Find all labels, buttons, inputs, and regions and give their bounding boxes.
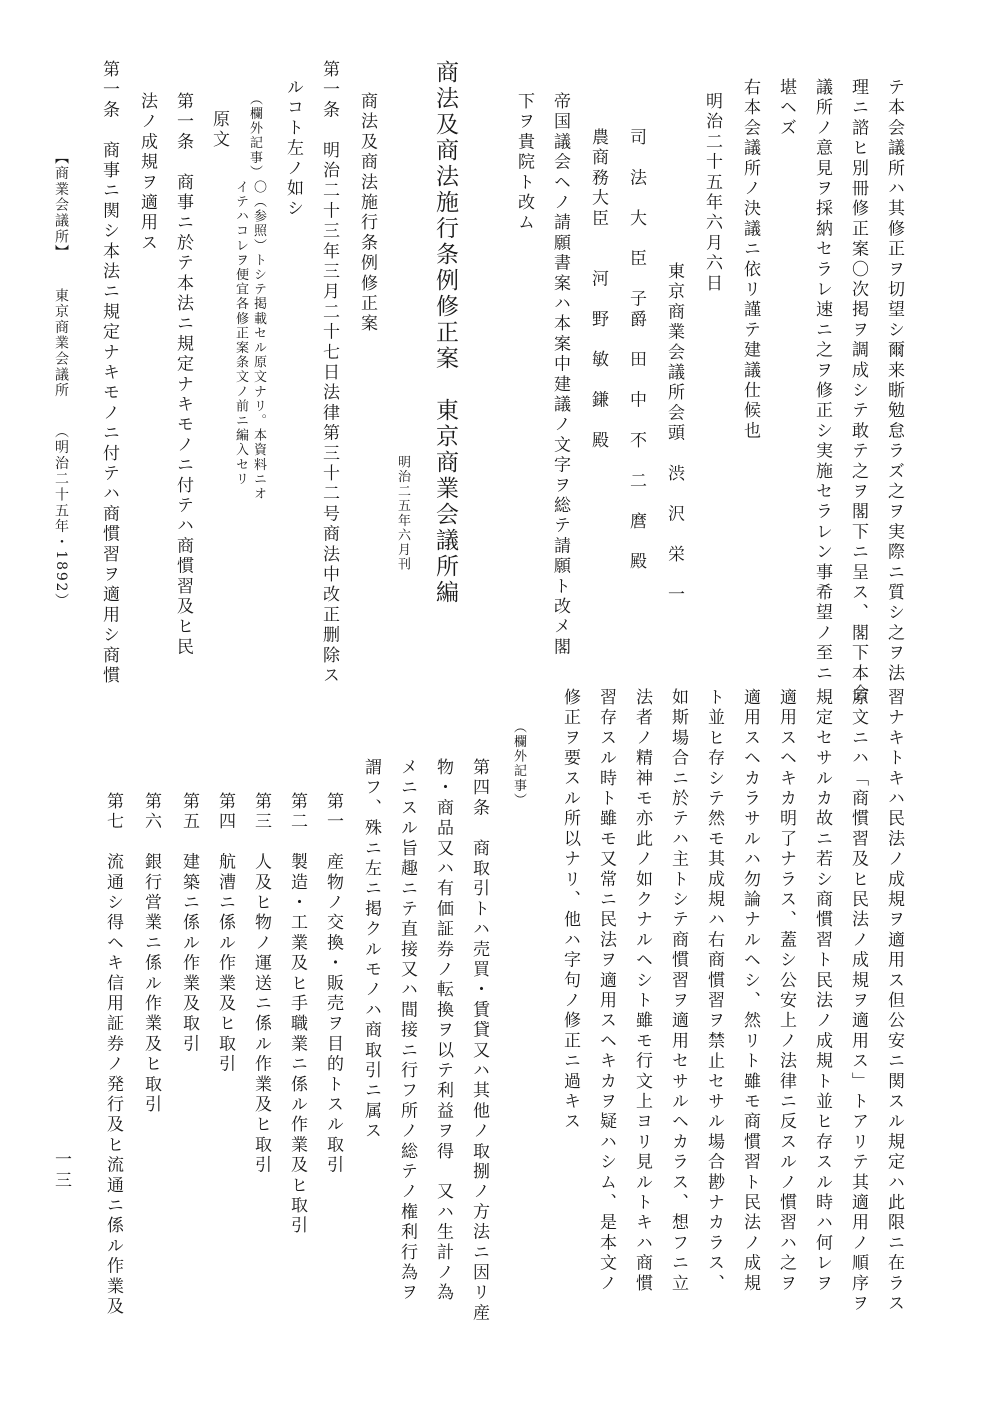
list-item: 第七 流通シ得ヘキ信用証券ノ発行及ヒ流通ニ係ル作業及 [103,792,123,1318]
marginal-note-label: （欄外記事） [247,92,262,180]
marginal-note-line: イテハコレヲ便宜各修正案条文ノ前ニ編入セリ [233,180,248,487]
page-number: 一三 [51,1150,71,1192]
commentary-line: 如斯場合ニ於テハ主トシテ商慣習ヲ適用セサルヘカラス、想フニ立 [668,688,688,1294]
original-article-line: 法ノ成規ヲ適用ス [137,92,157,254]
petition-note-line: 帝国議会ヘノ請願書案ハ本案中建議ノ文字ヲ総テ請願ト改メ閣 [550,92,570,658]
list-item: 第六 銀行営業ニ係ル作業及ヒ取引 [141,792,161,1116]
memorial-body-line: 議所ノ意見ヲ採納セラレ速ニ之ヲ修正シ実施セラレン事希望ノ至ニ [812,78,832,684]
article4-line: 第四条 商取引トハ売買・賃貸又ハ其他ノ取捌ノ方法ニ因リ産 [469,758,489,1324]
article4-line: メニスル旨趣ニテ直接又ハ間接ニ行フ所ノ総テノ権利行為ヲ [397,758,417,1304]
commentary-line: 法者ノ精神モ亦此ノ如クナルヘシト雖モ行文上ヨリ見ルトキハ商慣 [632,688,652,1294]
memorial-body-line: 堪ヘズ [776,78,796,139]
memorial-body-line: テ本会議所ハ其修正ヲ切望シ爾来䀿勉怠ラズ之ヲ実際ニ質シ之ヲ法 [884,78,904,684]
addressee-agriculture-minister: 農商務大臣 河 野 敏 鎌 殿 [588,128,608,452]
article4-line: 謂フ、殊ニ左ニ掲クルモノハ商取引ニ属ス [361,758,381,1142]
commentary-line: 適用スヘキカ明了ナラス、蓋シ公安上ノ法律ニ反スルノ慣習ハ之ヲ [776,688,796,1294]
marginal-note-line: 〇（参照）トシテ掲載セル原文ナリ。本資料ニオ [251,180,266,502]
addressee-justice-minister: 司 法 大 臣 子爵 田 中 不 二 麿 殿 [626,128,646,573]
sender-signature: 東京商業会議所会頭 渋 沢 栄 一 [664,262,684,606]
memorial-body-line: 理ニ諮ヒ別冊修正案〇次掲ヲ調成シテ敢テ之ヲ閣下ニ呈ス、閣下本会 [848,78,868,705]
commentary-line: 修正ヲ要スル所以ナリ、他ハ字句ノ修正ニ過キス [560,688,580,1133]
footer-year: （明治二十五年・1892） [53,424,69,610]
publication-date: 明治二五年六月刊 [395,455,410,572]
marginal-note-label: （欄外記事） [511,720,526,808]
original-text-label: 原文 [209,110,229,151]
footer-organization: 東京商業会議所 [53,288,69,399]
commentary-line: 適用スヘカラサルハ勿論ナルヘシ、然リト雖モ商慣習ト民法ノ成規 [740,688,760,1294]
footer-label: 【商業会議所】 [53,150,69,261]
commentary-line: 規定セサルカ故ニ若シ商慣習ト民法ノ成規ト並ヒ存スル時ハ何レヲ [812,688,832,1294]
commentary-line: 習存スル時ト雖モ又常ニ民法ヲ適用スヘキカヲ疑ハシム、是本文ノ [596,688,616,1294]
original-article-line: 第一条 商事ニ於テ本法ニ規定ナキモノニ付テハ商慣習及ヒ民 [173,92,193,658]
memorial-body-line: 右本会議所ノ決議ニ依リ謹テ建議仕候也 [740,78,760,442]
list-item: 第四 航漕ニ係ル作業及ヒ取引 [215,792,235,1075]
list-item: 第二 製造・工業及ヒ手職業ニ係ル作業及ヒ取引 [287,792,307,1237]
article4-line: 物・商品又ハ有価証券ノ転換ヲ以テ利益ヲ得 又ハ生計ノ為 [433,758,453,1304]
commentary-line: ト並ヒ存シテ然モ其成規ハ右商慣習ヲ禁止セサル場合尠ナカラス、 [704,688,724,1294]
commentary-line: 原文ニハ「商慣習及ヒ民法ノ成規ヲ適用ス」トアリテ其適用ノ順序ヲ [848,688,868,1315]
list-item: 第一 産物ノ交換・販売ヲ目的トスル取引 [323,792,343,1176]
petition-note-line: 下ヲ貴院ト改ム [514,92,534,234]
document-date: 明治二十五年六月六日 [702,92,722,294]
article1-intro-line: 第一条 明治二十三年三月二十七日法律第三十二号商法中改正删除ス [319,60,339,687]
list-item: 第五 建築ニ係ル作業及取引 [179,792,199,1055]
article1-intro-line: ルコト左ノ如シ [283,78,303,220]
section-title: 商法及商法施行条例修正案 東京商業会議所編 [432,60,458,606]
revised-article-line: 第一条 商事ニ関シ本法ニ規定ナキモノニ付テハ商慣習ヲ適用シ商慣 [99,60,119,687]
list-item: 第三 人及ヒ物ノ運送ニ係ル作業及ヒ取引 [251,792,271,1176]
subtitle: 商法及商法施行条例修正案 [357,92,377,335]
commentary-line: 習ナキトキハ民法ノ成規ヲ適用ス但公安ニ関スル規定ハ此限ニ在ラス [884,688,904,1315]
